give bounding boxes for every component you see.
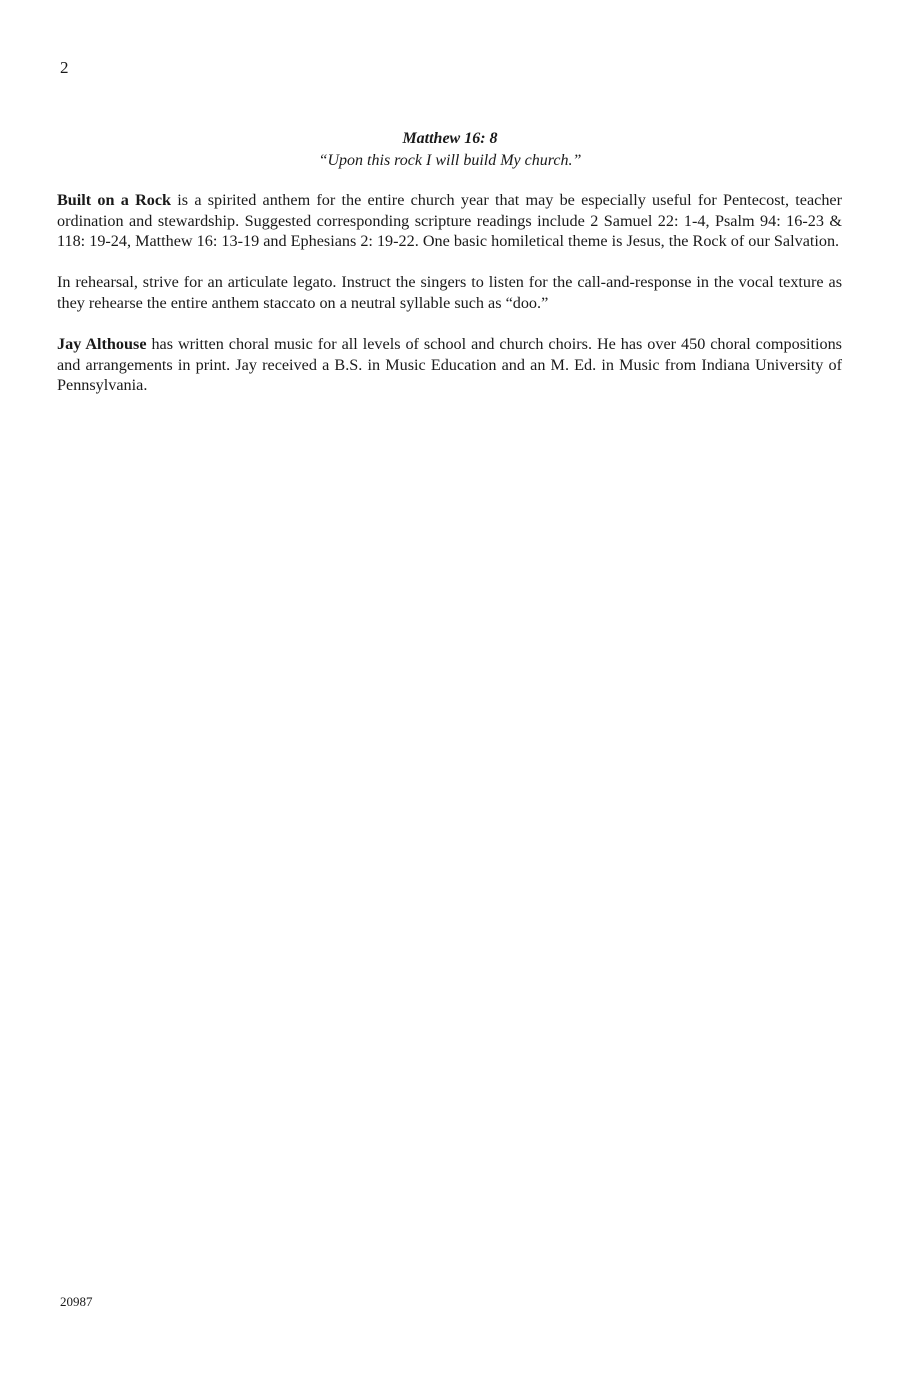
composer-bio-text: has written choral music for all levels of school and church choirs. He has over 450 choral compositions and arrangements in print. Jay received a B.S. in Music Education and an M. Ed. in Music from Indiana University of Pennsylvania. (57, 335, 842, 395)
body-text (57, 190, 842, 417)
anthem-description-text: is a spirited anthem for the entire church year that may be especially useful for Pentecost, teacher ordination and stewardship. Suggested corresponding scripture readings include 2 Samuel 22: 1-4, Psalm 94: 16-23 & 118: 19-24, Matthew 16: 13-19 and Ephesians 2: 19-22. One basic homiletical theme is Jesus, the Rock of our Salvation. (57, 191, 842, 251)
scripture-quote: “Upon this rock I will build My church.” (318, 152, 582, 169)
scripture-reference: Matthew 16: 8 (402, 130, 498, 147)
page-number: 2 (60, 58, 69, 77)
composer-name: Jay Althouse (57, 335, 147, 354)
rehearsal-notes-text: In rehearsal, strive for an articulate legato. Instruct the singers to listen for the call-and-response in the vocal texture as they rehearse the entire anthem staccato on a neutral syllable such as “doo.” (57, 273, 842, 312)
paragraph-rehearsal-notes (57, 272, 842, 313)
scripture-header (0, 128, 900, 172)
anthem-title: Built on a Rock (57, 191, 172, 209)
paragraph-anthem-description (57, 190, 842, 252)
paragraph-composer-bio (57, 334, 842, 396)
footer-catalog-number: 20987 (60, 1294, 93, 1309)
